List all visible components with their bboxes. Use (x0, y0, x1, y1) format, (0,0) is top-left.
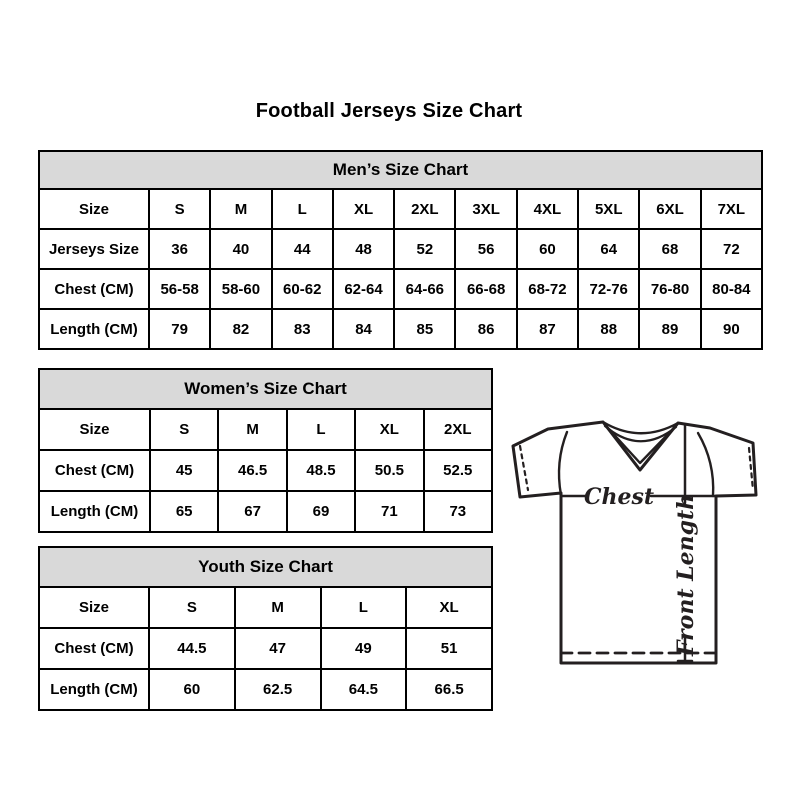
mens-table-body (39, 189, 762, 349)
data-cell: 86 (455, 309, 516, 349)
data-cell: 82 (210, 309, 271, 349)
data-cell: 64 (578, 229, 639, 269)
womens-table-body (39, 409, 492, 532)
mens-size-chart-table (38, 150, 763, 350)
data-cell: 48.5 (287, 450, 355, 491)
data-cell: 36 (149, 229, 210, 269)
youth-size-chart-table (38, 546, 493, 711)
chest-label: Chest (583, 484, 655, 510)
data-cell: M (235, 587, 321, 628)
data-cell: 69 (287, 491, 355, 532)
data-cell: 5XL (578, 189, 639, 229)
data-cell: 66-68 (455, 269, 516, 309)
data-cell: 60-62 (272, 269, 333, 309)
data-cell: 51 (406, 628, 492, 669)
row-header-cell: Size (39, 587, 149, 628)
table-row (39, 309, 762, 349)
page-title: Football Jerseys Size Chart (255, 100, 523, 122)
data-cell: 62.5 (235, 669, 321, 710)
data-cell: 67 (218, 491, 286, 532)
data-cell: 52.5 (424, 450, 492, 491)
data-cell: 84 (333, 309, 394, 349)
data-cell: 40 (210, 229, 271, 269)
data-cell: 64.5 (321, 669, 407, 710)
womens-size-chart-table (38, 368, 493, 533)
data-cell: 2XL (424, 409, 492, 450)
row-header-cell: Chest (CM) (39, 269, 149, 309)
data-cell: 60 (149, 669, 235, 710)
data-cell: 85 (394, 309, 455, 349)
data-cell: 58-60 (210, 269, 271, 309)
table-title-row (39, 369, 492, 409)
data-cell: 56-58 (149, 269, 210, 309)
data-cell: 44.5 (149, 628, 235, 669)
data-cell: 88 (578, 309, 639, 349)
data-cell: 66.5 (406, 669, 492, 710)
data-cell: M (218, 409, 286, 450)
data-cell: 7XL (701, 189, 762, 229)
data-cell: 87 (517, 309, 578, 349)
data-cell: L (321, 587, 407, 628)
data-cell: 44 (272, 229, 333, 269)
table-title-row (39, 151, 762, 189)
data-cell: 3XL (455, 189, 516, 229)
jersey-measurement-diagram (495, 400, 780, 685)
table-row (39, 587, 492, 628)
data-cell: 46.5 (218, 450, 286, 491)
collar-back-arc (603, 422, 678, 433)
table-row (39, 269, 762, 309)
row-header-cell: Chest (CM) (39, 628, 149, 669)
data-cell: 56 (455, 229, 516, 269)
youth-table-title: Youth Size Chart (39, 547, 492, 587)
data-cell: 45 (150, 450, 218, 491)
data-cell: 50.5 (355, 450, 423, 491)
youth-table-body (39, 587, 492, 710)
data-cell: L (287, 409, 355, 450)
data-cell: L (272, 189, 333, 229)
data-cell: M (210, 189, 271, 229)
womens-table (38, 368, 493, 533)
data-cell: 83 (272, 309, 333, 349)
table-row (39, 669, 492, 710)
data-cell: 73 (424, 491, 492, 532)
data-cell: 71 (355, 491, 423, 532)
table-title-row (39, 547, 492, 587)
row-header-cell: Length (CM) (39, 309, 149, 349)
table-row (39, 491, 492, 532)
data-cell: 49 (321, 628, 407, 669)
womens-table-title: Women’s Size Chart (39, 369, 492, 409)
front-length-label: Front Length (673, 493, 699, 657)
data-cell: S (149, 587, 235, 628)
data-cell: 79 (149, 309, 210, 349)
data-cell: 89 (639, 309, 700, 349)
data-cell: 52 (394, 229, 455, 269)
data-cell: S (149, 189, 210, 229)
table-row (39, 189, 762, 229)
data-cell: S (150, 409, 218, 450)
row-header-cell: Length (CM) (39, 491, 150, 532)
row-header-cell: Size (39, 189, 149, 229)
data-cell: 48 (333, 229, 394, 269)
data-cell: 65 (150, 491, 218, 532)
data-cell: 90 (701, 309, 762, 349)
data-cell: 47 (235, 628, 321, 669)
mens-table (38, 150, 763, 350)
data-cell: 64-66 (394, 269, 455, 309)
row-header-cell: Chest (CM) (39, 450, 150, 491)
data-cell: 72-76 (578, 269, 639, 309)
data-cell: XL (333, 189, 394, 229)
data-cell: 2XL (394, 189, 455, 229)
table-row (39, 409, 492, 450)
table-row (39, 628, 492, 669)
data-cell: 68-72 (517, 269, 578, 309)
row-header-cell: Length (CM) (39, 669, 149, 710)
row-header-cell: Size (39, 409, 150, 450)
data-cell: 6XL (639, 189, 700, 229)
data-cell: 72 (701, 229, 762, 269)
data-cell: 80-84 (701, 269, 762, 309)
youth-table (38, 546, 493, 711)
row-header-cell: Jerseys Size (39, 229, 149, 269)
data-cell: XL (355, 409, 423, 450)
data-cell: 68 (639, 229, 700, 269)
table-row (39, 229, 762, 269)
table-row (39, 450, 492, 491)
data-cell: XL (406, 587, 492, 628)
data-cell: 76-80 (639, 269, 700, 309)
mens-table-title: Men’s Size Chart (39, 151, 762, 189)
data-cell: 60 (517, 229, 578, 269)
data-cell: 62-64 (333, 269, 394, 309)
data-cell: 4XL (517, 189, 578, 229)
